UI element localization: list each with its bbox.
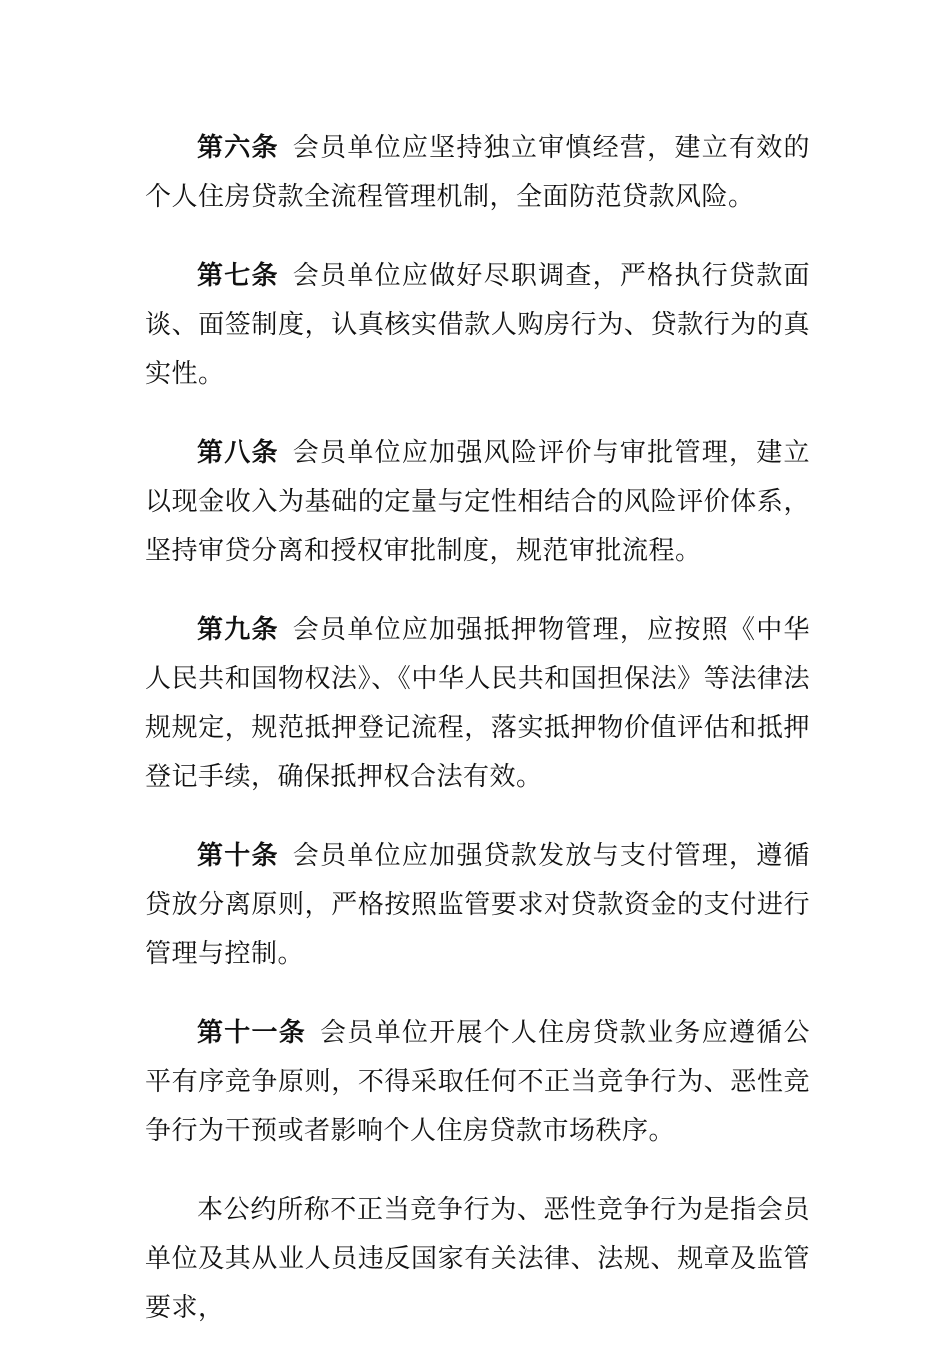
article-number: 第六条 [197,133,279,163]
article-text: 会员单位应做好尽职调查，严格执行贷款面谈、面签制度，认真核实借款人购房行为、贷款行为的真实性。 [145,261,810,389]
article-number: 第七条 [197,261,279,291]
document-body [145,124,810,1363]
article-text: 会员单位应加强贷款发放与支付管理，遵循贷放分离原则，严格按照监管要求对贷款资金的支付进行管理与控制。 [145,841,810,969]
article-number: 第十条 [197,841,279,871]
article-7-paragraph [145,252,810,399]
article-number: 第八条 [197,438,279,468]
article-text: 会员单位应加强抵押物管理，应按照《中华人民共和国物权法》、《中华人民共和国担保法》等法律法规规定，规范抵押登记流程，落实抵押物价值评估和抵押登记手续，确保抵押权合法有效。 [145,615,810,792]
article-text: 会员单位应坚持独立审慎经营，建立有效的个人住房贷款全流程管理机制，全面防范贷款风险。 [145,133,810,212]
article-number: 第九条 [197,615,279,645]
article-9-paragraph [145,606,810,802]
article-text: 会员单位开展个人住房贷款业务应遵循公平有序竞争原则，不得采取任何不正当竞争行为、恶性竞争行为干预或者影响个人住房贷款市场秩序。 [145,1018,810,1146]
article-number: 第十一条 [197,1018,307,1048]
definition-paragraph [145,1186,810,1333]
article-text: 会员单位应加强风险评价与审批管理，建立以现金收入为基础的定量与定性相结合的风险评价体系，坚持审贷分离和授权审批制度，规范审批流程。 [145,438,810,566]
article-8-paragraph [145,429,810,576]
article-11-paragraph [145,1009,810,1156]
article-6-paragraph [145,124,810,222]
article-10-paragraph [145,832,810,979]
paragraph-text: 本公约所称不正当竞争行为、恶性竞争行为是指会员单位及其从业人员违反国家有关法律、法规、规章及监管要求， [145,1195,810,1323]
